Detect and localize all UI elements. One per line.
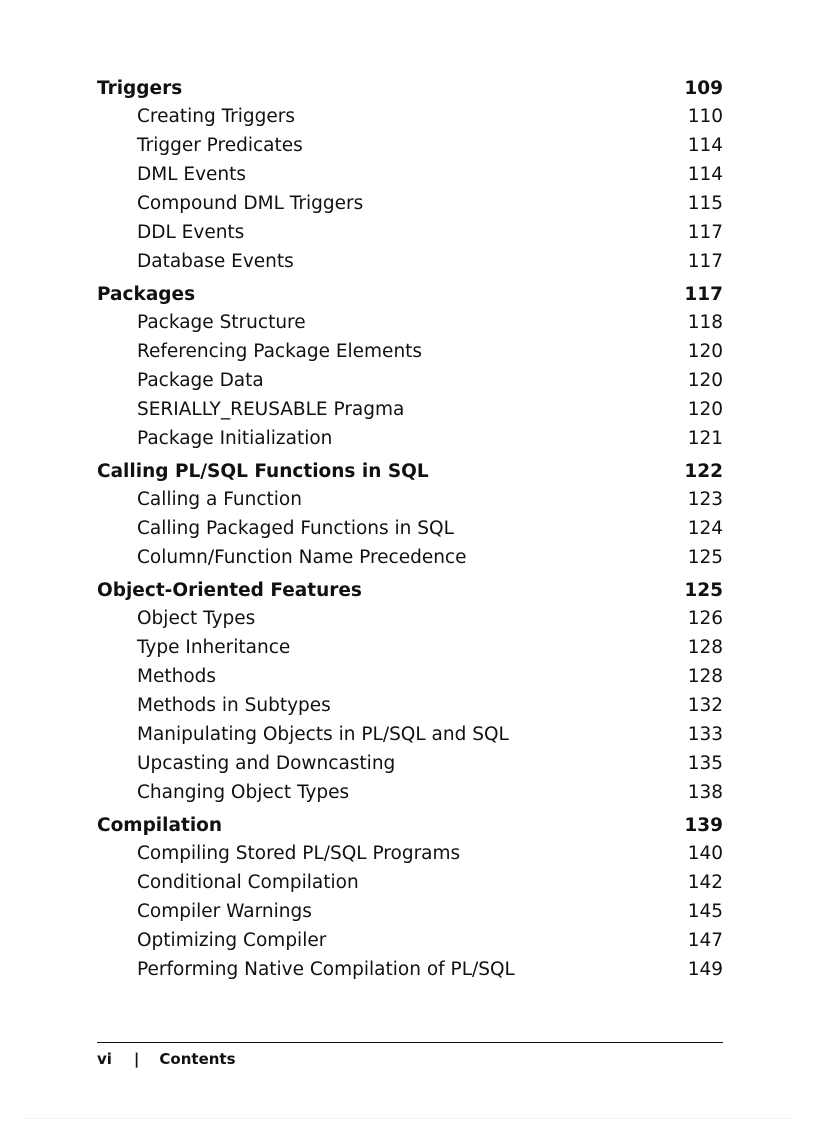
toc-section-heading[interactable] [97,281,723,308]
toc-entry-page: 117 [687,222,723,243]
toc-entry[interactable] [97,897,723,926]
toc-section-page: 125 [684,580,723,601]
toc-section-page: 109 [684,78,723,99]
toc-entry-label: Conditional Compilation [137,872,359,893]
table-of-contents [97,75,723,989]
page-footer [97,1047,236,1071]
toc-entry-page: 128 [687,637,723,658]
toc-section-heading[interactable] [97,75,723,102]
toc-entry[interactable] [97,604,723,633]
toc-entry-label: Package Initialization [137,428,333,449]
toc-entry-page: 126 [687,608,723,629]
toc-entry[interactable] [97,395,723,424]
toc-entry-page: 125 [687,547,723,568]
toc-entry-label: Column/Function Name Precedence [137,547,467,568]
toc-entry-page: 132 [687,695,723,716]
toc-entry-label: Optimizing Compiler [137,930,327,951]
toc-section-title: Packages [97,284,196,305]
footer-page-number: vi [97,1050,112,1068]
toc-entry-page: 121 [687,428,723,449]
toc-entry-label: Compiling Stored PL/SQL Programs [137,843,461,864]
toc-section-page: 122 [684,461,723,482]
toc-entry-page: 117 [687,251,723,272]
toc-entry-page: 128 [687,666,723,687]
toc-entry[interactable] [97,160,723,189]
toc-entry-page: 142 [687,872,723,893]
toc-section [97,75,723,276]
toc-entry[interactable] [97,514,723,543]
toc-section-title: Triggers [97,78,183,99]
toc-section-heading[interactable] [97,458,723,485]
footer-rule [97,1042,723,1043]
toc-section-heading[interactable] [97,577,723,604]
toc-entry-label: Calling a Function [137,489,302,510]
toc-entry[interactable] [97,102,723,131]
toc-entry[interactable] [97,543,723,572]
toc-entry-page: 120 [687,399,723,420]
toc-entry[interactable] [97,778,723,807]
toc-section-page: 117 [684,284,723,305]
footer-label: Contents [159,1050,236,1068]
toc-entry-label: Methods [137,666,217,687]
toc-entry-label: Type Inheritance [137,637,291,658]
toc-entry-label: Trigger Predicates [137,135,303,156]
toc-entry[interactable] [97,691,723,720]
toc-entry[interactable] [97,749,723,778]
toc-entry-label: SERIALLY_REUSABLE Pragma [137,399,405,420]
toc-entry-page: 140 [687,843,723,864]
toc-entry-page: 114 [687,135,723,156]
toc-entry[interactable] [97,366,723,395]
toc-entry-page: 110 [687,106,723,127]
toc-entry-page: 114 [687,164,723,185]
toc-entry[interactable] [97,337,723,366]
toc-entry-label: Package Structure [137,312,306,333]
toc-entry[interactable] [97,662,723,691]
toc-entry-page: 115 [687,193,723,214]
toc-entry[interactable] [97,189,723,218]
toc-entry-label: Calling Packaged Functions in SQL [137,518,454,539]
toc-section-heading[interactable] [97,812,723,839]
toc-entry[interactable] [97,926,723,955]
toc-section-title: Calling PL/SQL Functions in SQL [97,461,429,482]
toc-section-title: Compilation [97,815,223,836]
toc-entry[interactable] [97,720,723,749]
toc-entry-label: Performing Native Compilation of PL/SQL [137,959,515,980]
toc-entry-page: 145 [687,901,723,922]
toc-section [97,577,723,807]
toc-entry-label: Compiler Warnings [137,901,312,922]
toc-entry[interactable] [97,839,723,868]
toc-entry-label: DDL Events [137,222,245,243]
toc-entry[interactable] [97,131,723,160]
footer-separator: | [133,1050,140,1068]
toc-section [97,458,723,572]
toc-section-page: 139 [684,815,723,836]
toc-entry-label: Referencing Package Elements [137,341,423,362]
toc-entry-label: DML Events [137,164,247,185]
toc-entry-page: 118 [687,312,723,333]
toc-entry[interactable] [97,633,723,662]
toc-entry-label: Compound DML Triggers [137,193,364,214]
toc-entry[interactable] [97,308,723,337]
toc-entry-label: Upcasting and Downcasting [137,753,396,774]
toc-entry-label: Database Events [137,251,294,272]
toc-entry-label: Package Data [137,370,264,391]
toc-entry-page: 138 [687,782,723,803]
toc-entry-label: Changing Object Types [137,782,350,803]
toc-entry[interactable] [97,247,723,276]
toc-entry-page: 120 [687,341,723,362]
toc-entry-page: 123 [687,489,723,510]
toc-entry-label: Manipulating Objects in PL/SQL and SQL [137,724,509,745]
toc-entry-page: 149 [687,959,723,980]
toc-section [97,281,723,453]
toc-entry[interactable] [97,485,723,514]
toc-entry-label: Object Types [137,608,256,629]
toc-entry-label: Creating Triggers [137,106,296,127]
toc-entry-page: 124 [687,518,723,539]
toc-entry-page: 120 [687,370,723,391]
toc-entry-label: Methods in Subtypes [137,695,331,716]
toc-entry[interactable] [97,868,723,897]
page-edge-dots [25,1118,791,1119]
toc-entry-page: 135 [687,753,723,774]
toc-entry[interactable] [97,955,723,984]
toc-entry-page: 133 [687,724,723,745]
toc-section-title: Object-Oriented Features [97,580,362,601]
toc-section [97,812,723,984]
toc-entry-page: 147 [687,930,723,951]
toc-entry[interactable] [97,218,723,247]
toc-entry[interactable] [97,424,723,453]
